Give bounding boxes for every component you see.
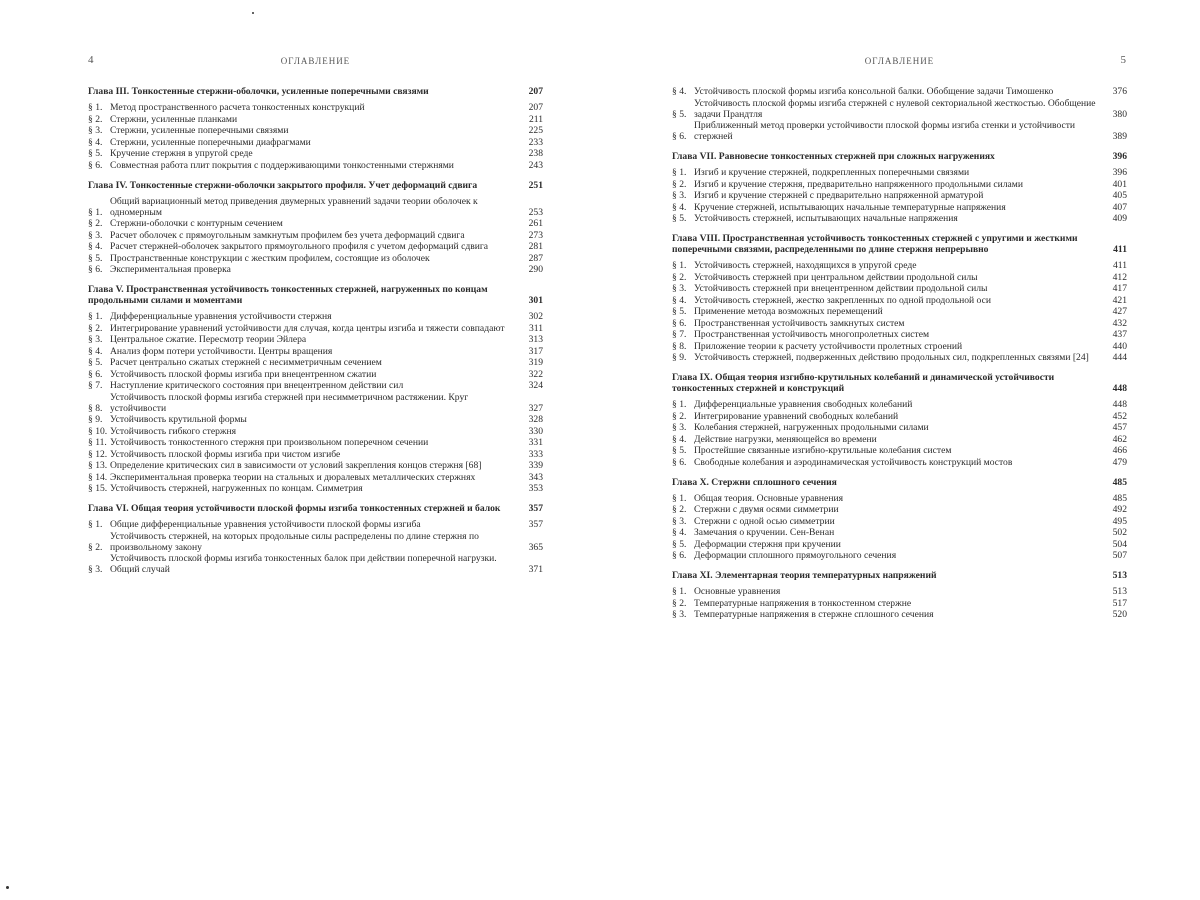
section-title: Приближенный метод проверки устойчивости плоской формы изгиба стенки и устойчивости стержней: [694, 120, 1076, 142]
section-page: 462: [1112, 433, 1127, 445]
toc-entry: [88, 334, 543, 345]
section-page: 324: [528, 380, 543, 391]
section-number: § 1.: [88, 311, 103, 322]
section-title: Стержни, усиленные планками: [110, 113, 238, 125]
section-title: Дифференциальные уравнения свободных колебаний: [694, 399, 913, 410]
toc-entry: [88, 472, 543, 483]
toc-entry: [88, 196, 543, 218]
chapter-page: 396: [1112, 151, 1127, 162]
toc-entry: [88, 380, 543, 391]
chapter-title-row: [672, 233, 1127, 255]
section-number: § 1.: [672, 399, 687, 410]
section-title: Экспериментальная проверка теории на стальных и дюралевых металлических стержнях: [110, 471, 476, 483]
section-number: § 5.: [672, 445, 687, 456]
chapter-page: 513: [1112, 570, 1127, 581]
section-title: Устойчивость стержней, жестко закрепленных по одной продольной оси: [694, 294, 991, 306]
section-page: 411: [1112, 260, 1127, 271]
section-page: 502: [1112, 527, 1127, 538]
toc-entry: [672, 411, 1127, 422]
section-page: 457: [1112, 422, 1127, 433]
section-page: 412: [1112, 271, 1127, 283]
section-page: 371: [528, 564, 543, 575]
section-page: 444: [1112, 352, 1127, 363]
section-title: Стержни с одной осью симметрии: [694, 515, 835, 527]
section-number: § 4.: [88, 136, 103, 148]
section-title: Устойчивость плоской формы изгиба стержней с нулевой секториальной жесткостью. Обобщение задачи Прандтля: [694, 97, 1096, 120]
running-head-title: ОГЛАВЛЕНИЕ: [280, 56, 351, 66]
section-title: Устойчивость плоской формы изгиба при чистом изгибе: [110, 448, 341, 460]
section-page: 421: [1112, 294, 1127, 306]
section-page: 437: [1112, 329, 1127, 340]
section-page: 281: [528, 241, 543, 252]
toc-chapter: [672, 86, 1127, 142]
toc-entry: [88, 437, 543, 448]
section-page: 448: [1112, 399, 1127, 410]
section-page: 357: [528, 519, 543, 530]
section-title: Колебания стержней, нагруженных продольными силами: [694, 422, 929, 433]
section-title: Устойчивость стержней, испытывающих начальные напряжения: [694, 213, 958, 224]
page-number: 4: [88, 54, 95, 66]
section-page: 287: [528, 252, 543, 264]
section-page: 365: [528, 541, 543, 553]
section-number: § 2.: [88, 113, 103, 125]
left-page: [88, 0, 543, 900]
chapter-title-row: [88, 180, 543, 191]
section-title: Общий вариационный метод приведения двумерных уравнений задачи теории оболочек к одномерным: [110, 195, 478, 218]
section-page: 322: [528, 368, 543, 380]
section-number: § 4.: [672, 86, 687, 97]
section-page: 333: [528, 448, 543, 460]
toc-entry: [672, 329, 1127, 340]
section-title: Пространственные конструкции с жестким профилем, состоящие из оболочек: [110, 252, 430, 264]
toc-entry: [672, 493, 1127, 504]
section-number: § 5.: [672, 108, 687, 120]
toc-entry: [88, 449, 543, 460]
section-page: 317: [528, 345, 543, 357]
section-page: 492: [1112, 504, 1127, 515]
table-of-contents: [88, 86, 543, 584]
section-number: § 12.: [88, 448, 108, 460]
toc-entry: [672, 167, 1127, 178]
toc-entry: [672, 213, 1127, 224]
section-number: § 14.: [88, 471, 108, 483]
toc-entry: [88, 369, 543, 380]
section-title: Общие дифференциальные уравнения устойчивости плоской формы изгиба: [110, 519, 421, 530]
section-page: 211: [528, 113, 543, 125]
section-number: § 3.: [672, 609, 687, 620]
section-number: § 3.: [672, 422, 687, 433]
chapter-page: 301: [528, 295, 543, 306]
toc-entry: [672, 190, 1127, 201]
toc-entry: [672, 399, 1127, 410]
section-title: Изгиб и кручение стержней, подкрепленных поперечными связями: [694, 167, 970, 178]
toc-entry: [88, 311, 543, 322]
section-page: 479: [1112, 456, 1127, 468]
right-page: [672, 0, 1127, 900]
section-title: Устойчивость стержней при центральном действии продольной силы: [694, 271, 978, 283]
section-number: § 6.: [88, 159, 103, 171]
section-title: Метод пространственного расчета тонкостенных конструкций: [110, 102, 365, 113]
toc-entry: [672, 445, 1127, 456]
chapter-title: Глава XI. Элементарная теория температурных напряжений: [672, 570, 937, 581]
toc-entry: [672, 202, 1127, 213]
toc-entry: [88, 218, 543, 229]
chapter-title-row: [672, 372, 1127, 394]
section-number: § 6.: [672, 317, 687, 329]
section-page: 319: [528, 357, 543, 368]
section-number: § 7.: [672, 329, 687, 340]
toc-entry: [88, 426, 543, 437]
section-title: Устойчивость плоской формы изгиба при внецентренном сжатии: [110, 368, 377, 380]
chapter-title-row: [88, 86, 543, 97]
section-number: § 3.: [88, 229, 103, 241]
section-title: Устойчивость стержней, на которых продольные силы распределены по длине стержня по произвольному закону: [110, 530, 479, 553]
section-number: § 4.: [672, 294, 687, 306]
section-number: § 4.: [672, 201, 687, 213]
toc-entry: [88, 241, 543, 252]
table-of-contents: [672, 86, 1127, 629]
section-title: Устойчивость крутильной формы: [110, 414, 247, 425]
chapter-page: 485: [1112, 476, 1127, 488]
toc-entry: [672, 598, 1127, 609]
toc-entry: [88, 148, 543, 159]
section-number: § 11.: [88, 437, 107, 448]
toc-entry: [88, 531, 543, 553]
section-number: § 5.: [672, 306, 687, 317]
section-title: Устойчивость стержней, подверженных действию продольных сил, подкрепленных связями [24]: [694, 352, 1089, 363]
section-page: 311: [528, 322, 543, 334]
section-page: 432: [1112, 317, 1127, 329]
section-number: § 3.: [88, 125, 103, 136]
chapter-page: 251: [528, 179, 543, 191]
section-page: 225: [528, 125, 543, 136]
section-number: § 1.: [88, 206, 103, 218]
section-number: § 5.: [88, 148, 103, 159]
section-number: § 1.: [88, 102, 103, 113]
section-page: 389: [1112, 131, 1127, 142]
section-number: § 2.: [88, 218, 103, 229]
toc-entry: [88, 253, 543, 264]
section-page: 290: [528, 264, 543, 275]
toc-entry: [88, 392, 543, 414]
section-number: § 3.: [672, 283, 687, 294]
toc-entry: [88, 357, 543, 368]
section-number: § 6.: [88, 264, 103, 275]
section-page: 233: [528, 136, 543, 148]
chapter-title: Глава X. Стержни сплошного сечения: [672, 476, 837, 488]
section-title: Изгиб и кручение стержня, предварительно напряженного продольными силами: [694, 178, 1024, 190]
section-number: § 5.: [672, 213, 687, 224]
section-number: § 15.: [88, 483, 108, 494]
section-number: § 1.: [88, 519, 103, 530]
toc-entry: [672, 527, 1127, 538]
section-page: 405: [1112, 190, 1127, 201]
section-page: 261: [528, 218, 543, 229]
toc-entry: [88, 230, 543, 241]
section-title: Общая теория. Основные уравнения: [694, 492, 843, 504]
chapter-title-row: [672, 477, 1127, 488]
toc-chapter: [88, 503, 543, 575]
section-title: Устойчивость стержней, нагруженных по концам. Симметрия: [110, 483, 363, 494]
section-number: § 3.: [88, 564, 103, 575]
section-title: Устойчивость тонкостенного стержня при произвольном поперечном сечении: [110, 437, 429, 448]
section-number: § 9.: [672, 352, 687, 363]
toc-entry: [672, 341, 1127, 352]
section-page: 331: [528, 437, 543, 448]
toc-chapter: [88, 284, 543, 494]
chapter-page: 357: [528, 503, 543, 514]
section-number: § 1.: [672, 492, 687, 504]
section-page: 504: [1112, 538, 1127, 550]
section-page: 401: [1112, 178, 1127, 190]
section-title: Устойчивость плоской формы изгиба консольной балки. Обобщение задачи Тимошенко: [694, 86, 1054, 97]
section-title: Устойчивость плоской формы изгиба тонкостенных балок при действии поперечной нагрузки. Общий случай: [110, 553, 497, 575]
section-number: § 6.: [672, 131, 687, 142]
section-page: 238: [528, 148, 543, 159]
chapter-title: Глава VI. Общая теория устойчивости плоской формы изгиба тонкостенных стержней и балок: [88, 503, 501, 514]
section-number: § 4.: [88, 345, 103, 357]
toc-entry: [88, 460, 543, 471]
section-number: § 4.: [672, 433, 687, 445]
toc-entry: [672, 295, 1127, 306]
toc-entry: [672, 260, 1127, 271]
section-page: 313: [528, 334, 543, 345]
page-number: 5: [1120, 54, 1127, 66]
toc-entry: [672, 586, 1127, 597]
toc-entry: [88, 137, 543, 148]
section-number: § 4.: [672, 527, 687, 538]
section-title: Интегрирование уравнений свободных колебаний: [694, 410, 899, 422]
section-number: § 6.: [88, 368, 103, 380]
chapter-title-row: [88, 503, 543, 514]
toc-chapter: [88, 180, 543, 276]
section-number: § 6.: [672, 550, 687, 561]
section-number: § 3.: [672, 190, 687, 201]
section-number: § 5.: [88, 357, 103, 368]
section-title: Стержни-оболочки с контурным сечением: [110, 218, 283, 229]
chapter-title: Глава VIII. Пространственная устойчивость тонкостенных стержней с упругими и жесткими поперечными связями, распределенными по длине стержня непрерывно: [672, 233, 1078, 255]
toc-entry: [88, 125, 543, 136]
section-title: Кручение стержня в упругой среде: [110, 148, 253, 159]
chapter-title: Глава IX. Общая теория изгибно-крутильных колебаний и динамической устойчивости тонкостенных стержней и конструкций: [672, 372, 1055, 394]
toc-entry: [88, 160, 543, 171]
section-page: 466: [1112, 445, 1127, 456]
toc-entry: [88, 346, 543, 357]
chapter-page: 207: [528, 86, 543, 97]
section-page: 302: [528, 311, 543, 322]
section-number: § 5.: [88, 252, 103, 264]
scan-speck: [252, 12, 254, 14]
section-number: § 2.: [672, 410, 687, 422]
section-title: Стержни, усиленные поперечными диафрагмами: [110, 136, 311, 148]
section-title: Пространственная устойчивость многопролетных систем: [694, 329, 930, 340]
toc-entry: [88, 264, 543, 275]
toc-entry: [672, 422, 1127, 433]
toc-entry: [672, 306, 1127, 317]
scan-speck: [6, 886, 9, 889]
section-number: § 1.: [672, 586, 687, 597]
section-title: Анализ форм потери устойчивости. Центры вращения: [110, 345, 333, 357]
section-page: 253: [528, 206, 543, 218]
section-title: Температурные напряжения в стержне сплошного сечения: [694, 609, 934, 620]
section-title: Температурные напряжения в тонкостенном стержне: [694, 597, 912, 609]
chapter-title: Глава V. Пространственная устойчивость тонкостенных стержней, нагруженных по концам продольными силами и моментами: [88, 284, 488, 306]
toc-entry: [672, 179, 1127, 190]
toc-entry: [672, 434, 1127, 445]
section-title: Устойчивость плоской формы изгиба стержней при несимметричном растяжении. Круг устойчивости: [110, 391, 469, 414]
section-page: 407: [1112, 201, 1127, 213]
section-number: § 2.: [672, 597, 687, 609]
section-page: 485: [1112, 492, 1127, 504]
section-number: § 2.: [88, 541, 103, 553]
section-number: § 13.: [88, 460, 108, 471]
section-page: 376: [1112, 86, 1127, 97]
section-title: Простейшие связанные изгибно-крутильные колебания систем: [694, 445, 952, 456]
section-page: 243: [528, 159, 543, 171]
toc-entry: [672, 272, 1127, 283]
toc-entry: [672, 504, 1127, 515]
section-title: Наступление критического состояния при внецентренном действии сил: [110, 380, 404, 391]
section-number: § 7.: [88, 380, 103, 391]
section-page: 507: [1112, 550, 1127, 561]
section-number: § 5.: [672, 538, 687, 550]
section-number: § 8.: [88, 402, 103, 414]
toc-entry: [88, 483, 543, 494]
toc-entry: [672, 98, 1127, 120]
section-title: Дифференциальные уравнения устойчивости стержня: [110, 311, 332, 322]
section-page: 396: [1112, 167, 1127, 178]
section-number: § 10.: [88, 425, 108, 437]
chapter-title: Глава VII. Равновесие тонкостенных стержней при сложных нагружениях: [672, 151, 995, 162]
section-page: 417: [1112, 283, 1127, 294]
section-page: 513: [1112, 586, 1127, 597]
section-title: Устойчивость стержней, находящихся в упругой среде: [694, 260, 917, 271]
section-page: 328: [528, 414, 543, 425]
section-title: Расчет стержней-оболочек закрытого прямоугольного профиля с учетом деформаций сдвига: [110, 241, 489, 252]
section-number: § 3.: [88, 334, 103, 345]
section-page: 207: [528, 102, 543, 113]
chapter-title: Глава IV. Тонкостенные стержни-оболочки закрытого профиля. Учет деформаций сдвига: [88, 179, 478, 191]
section-page: 495: [1112, 515, 1127, 527]
section-title: Деформации сплошного прямоугольного сечения: [694, 550, 897, 561]
section-number: § 1.: [672, 167, 687, 178]
toc-entry: [672, 86, 1127, 97]
section-title: Совместная работа плит покрытия с поддерживающими тонкостенными стержнями: [110, 159, 454, 171]
section-number: § 8.: [672, 340, 687, 352]
section-page: 353: [528, 483, 543, 494]
section-page: 273: [528, 229, 543, 241]
section-page: 343: [528, 471, 543, 483]
chapter-title-row: [88, 284, 543, 306]
toc-entry: [672, 609, 1127, 620]
toc-chapter: [672, 233, 1127, 363]
section-number: § 1.: [672, 260, 687, 271]
section-number: § 3.: [672, 515, 687, 527]
toc-entry: [88, 519, 543, 530]
section-title: Приложение теории к расчету устойчивости пролетных строений: [694, 340, 963, 352]
section-page: 452: [1112, 410, 1127, 422]
toc-entry: [88, 102, 543, 113]
toc-chapter: [88, 86, 543, 171]
section-number: § 9.: [88, 414, 103, 425]
section-title: Применение метода возможных перемещений: [694, 306, 883, 317]
section-page: 380: [1112, 108, 1127, 120]
section-page: 427: [1112, 306, 1127, 317]
section-title: Стержни, усиленные поперечными связями: [110, 125, 289, 136]
section-title: Устойчивость стержней при внецентренном действии продольной силы: [694, 283, 988, 294]
section-page: 520: [1112, 609, 1127, 620]
chapter-page: 448: [1112, 383, 1127, 394]
section-page: 330: [528, 425, 543, 437]
toc-entry: [672, 516, 1127, 527]
chapter-page: 411: [1113, 244, 1127, 255]
section-title: Устойчивость гибкого стержня: [110, 425, 237, 437]
toc-entry: [672, 550, 1127, 561]
section-number: § 2.: [88, 322, 103, 334]
toc-entry: [672, 283, 1127, 294]
running-head: [88, 56, 543, 70]
toc-entry: [672, 318, 1127, 329]
section-number: § 2.: [672, 271, 687, 283]
toc-entry: [672, 352, 1127, 363]
toc-entry: [88, 553, 543, 575]
section-title: Свободные колебания и аэродинамическая устойчивость конструкций мостов: [694, 456, 1013, 468]
toc-entry: [88, 114, 543, 125]
section-title: Пространственная устойчивость замкнутых систем: [694, 317, 905, 329]
chapter-title-row: [672, 151, 1127, 162]
toc-chapter: [672, 570, 1127, 620]
chapter-title: Глава III. Тонкостенные стержни-оболочки, усиленные поперечными связями: [88, 86, 429, 97]
section-page: 409: [1112, 213, 1127, 224]
section-page: 327: [528, 402, 543, 414]
section-title: Центральное сжатие. Пересмотр теории Эйлера: [110, 334, 307, 345]
running-head-title: ОГЛАВЛЕНИЕ: [864, 56, 935, 66]
section-number: § 4.: [88, 241, 103, 252]
section-page: 517: [1112, 597, 1127, 609]
section-number: § 6.: [672, 456, 687, 468]
section-title: Экспериментальная проверка: [110, 264, 231, 275]
section-title: Деформации стержня при кручении: [694, 538, 841, 550]
section-title: Интегрирование уравнений устойчивости для случая, когда центры изгиба и тяжести совпадают: [110, 322, 505, 334]
toc-chapter: [672, 151, 1127, 224]
toc-entry: [88, 414, 543, 425]
section-title: Изгиб и кручение стержней с предварительно напряженной арматурой: [694, 190, 984, 201]
section-title: Расчет центрально сжатых стержней с несимметричным сечением: [110, 357, 382, 368]
toc-chapter: [672, 477, 1127, 562]
chapter-title-row: [672, 570, 1127, 581]
section-title: Расчет оболочек с прямоугольным замкнутым профилем без учета деформаций сдвига: [110, 229, 465, 241]
section-title: Замечания о кручении. Сен-Венан: [694, 527, 835, 538]
toc-entry: [88, 323, 543, 334]
toc-chapter: [672, 372, 1127, 468]
section-title: Стержни с двумя осями симметрии: [694, 504, 839, 515]
toc-entry: [672, 120, 1127, 142]
toc-entry: [672, 539, 1127, 550]
section-title: Основные уравнения: [694, 586, 781, 597]
toc-entry: [672, 457, 1127, 468]
running-head: [672, 56, 1127, 70]
section-title: Кручение стержней, испытывающих начальные температурные напряжения: [694, 201, 1006, 213]
section-title: Определение критических сил в зависимости от условий закрепления концов стержня [68]: [110, 460, 482, 471]
section-number: § 2.: [672, 178, 687, 190]
section-page: 440: [1112, 340, 1127, 352]
section-number: § 2.: [672, 504, 687, 515]
section-title: Действие нагрузки, меняющейся во времени: [694, 433, 877, 445]
section-page: 339: [528, 460, 543, 471]
